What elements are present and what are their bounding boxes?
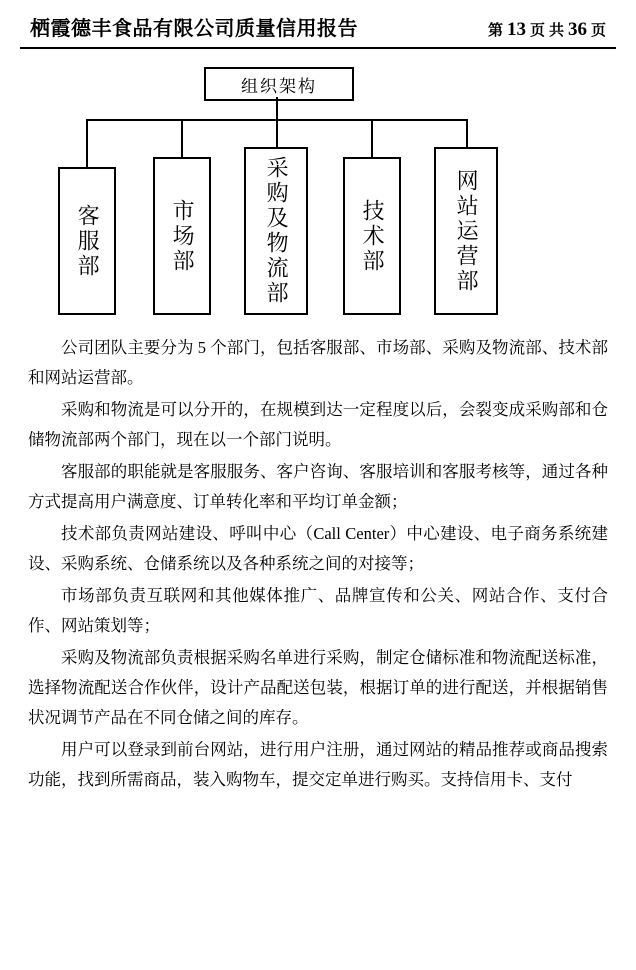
page-header <box>18 0 618 47</box>
org-chart <box>18 63 618 331</box>
paragraph-2: 采购和物流是可以分开的，在规模到达一定程度以后，会裂变成采购部和仓储物流部两个部门，现在以一个部门说明。 <box>28 400 608 449</box>
report-title: 栖霞德丰食品有限公司质量信用报告 <box>30 18 358 40</box>
org-chart-stem-2 <box>181 121 183 157</box>
paragraph-4: 技术部负责网站建设、呼叫中心（Call Center）中心建设、电子商务系统建设、采购系统、仓储系统以及各种系统之间的对接等； <box>28 524 608 573</box>
body-text <box>18 333 618 795</box>
org-chart-stem-4 <box>371 121 373 157</box>
page-prefix-label: 第 <box>487 23 503 39</box>
page-indicator <box>488 19 606 41</box>
org-chart-stem-5 <box>466 121 468 147</box>
page-unit-label: 页 <box>529 23 545 39</box>
org-chart-node-purchasing-logistics: 采购及物流部 <box>244 147 308 315</box>
org-chart-stem-1 <box>86 121 88 167</box>
org-chart-root-node: 组织架构 <box>204 67 354 101</box>
org-chart-stem-3 <box>276 121 278 147</box>
org-chart-node-marketing: 市场部 <box>153 157 211 315</box>
org-chart-node-website-operations: 网站运营部 <box>434 147 498 315</box>
current-page-number: 13 <box>506 19 526 40</box>
paragraph-3: 客服部的职能就是客服服务、客户咨询、客服培训和客服考核等，通过各种方式提高用户满意度、订单转化率和平均订单金额； <box>28 462 608 511</box>
org-chart-node-customer-service: 客服部 <box>58 167 116 315</box>
total-page-number: 36 <box>567 19 587 40</box>
org-chart-root-connector <box>276 97 278 119</box>
org-chart-node-technology: 技术部 <box>343 157 401 315</box>
header-divider <box>20 47 616 49</box>
paragraph-7: 用户可以登录到前台网站，进行用户注册，通过网站的精品推荐或商品搜索功能，找到所需商品，装入购物车，提交定单进行购买。支持信用卡、支付 <box>28 740 608 789</box>
paragraph-5: 市场部负责互联网和其他媒体推广、品牌宣传和公关、网站合作、支付合作、网站策划等； <box>28 586 608 635</box>
total-prefix-label: 共 <box>548 23 564 39</box>
paragraph-6: 采购及物流部负责根据采购名单进行采购，制定仓储标准和物流配送标准，选择物流配送合作伙伴，设计产品配送包装，根据订单的进行配送，并根据销售状况调节产品在不同仓储之间的库存。 <box>28 648 608 727</box>
total-unit-label: 页 <box>590 23 606 39</box>
paragraph-1: 公司团队主要分为 5 个部门，包括客服部、市场部、采购及物流部、技术部和网站运营部。 <box>28 338 608 387</box>
